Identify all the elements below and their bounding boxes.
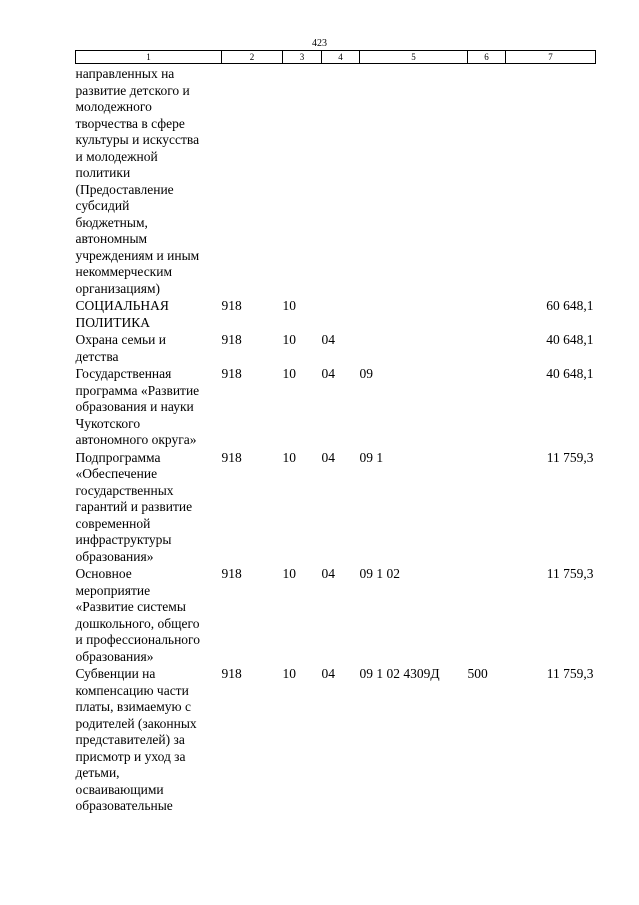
table-row <box>76 366 596 450</box>
row-amount: 11 759,3 <box>546 566 594 581</box>
row-amount: 40 648,1 <box>546 332 594 347</box>
row-ministry-code: 918 <box>221 332 242 347</box>
row-expense-code: 500 <box>467 666 488 681</box>
row-expense-code <box>468 566 506 666</box>
row-expense-code <box>468 450 506 567</box>
row-subsection-code: 04 <box>321 449 335 465</box>
header-col-2: 2 <box>222 51 283 64</box>
row-expense-code <box>468 366 506 450</box>
page-number: 423 <box>312 38 327 49</box>
row-subsection-code: 04 <box>321 332 335 347</box>
row-name: Субвенции на компенсацию части платы, взимаемую с родителей (законных представителей) за присмотр и уход за детьми, осваивающими образовательные <box>75 666 197 813</box>
row-subsection-code <box>322 298 360 332</box>
row-name: Основное мероприятие «Развитие системы дошкольного, общего и профессионального образования» <box>75 566 201 664</box>
table-header <box>76 51 596 64</box>
row-subsection-code <box>322 64 360 299</box>
row-ministry-code: 918 <box>221 666 242 681</box>
row-expense-code <box>468 332 506 366</box>
header-row <box>76 51 596 64</box>
table-row <box>76 64 596 299</box>
row-section-code: 10 <box>282 366 296 381</box>
row-amount: 40 648,1 <box>546 366 594 381</box>
row-name: Подпрограмма «Обеспечение государственных гарантий и развитие современной инфраструктуры образования» <box>75 449 193 564</box>
row-section-code <box>283 64 322 299</box>
table-row <box>76 566 596 666</box>
table-body <box>76 64 596 816</box>
budget-table <box>75 50 596 816</box>
row-target-code <box>360 64 468 299</box>
row-subsection-code: 04 <box>321 566 335 581</box>
row-name: СОЦИАЛЬНАЯ ПОЛИТИКА <box>75 298 169 330</box>
header-col-1: 1 <box>76 51 222 64</box>
header-col-4: 4 <box>322 51 360 64</box>
header-col-7: 7 <box>506 51 596 64</box>
row-amount: 60 648,1 <box>546 298 594 313</box>
row-section-code: 10 <box>282 449 296 465</box>
header-col-5: 5 <box>360 51 468 64</box>
row-target-code <box>360 298 468 332</box>
table-row <box>76 450 596 567</box>
row-ministry-code: 918 <box>221 298 242 313</box>
row-section-code: 10 <box>282 666 296 681</box>
row-target-code: 09 1 02 4309Д <box>359 666 440 681</box>
row-target-code: 09 1 02 <box>359 566 400 581</box>
row-amount: 11 759,3 <box>546 666 594 681</box>
row-target-code: 09 1 <box>359 449 384 465</box>
row-name: Государственная программа «Развитие образования и науки Чукотского автономного округа» <box>75 366 200 447</box>
row-name: Охрана семьи и детства <box>75 332 167 364</box>
row-subsection-code: 04 <box>321 666 335 681</box>
table-row <box>76 298 596 332</box>
row-subsection-code: 04 <box>321 366 335 381</box>
header-col-6: 6 <box>468 51 506 64</box>
row-ministry-code: 918 <box>221 449 242 465</box>
row-amount <box>506 64 596 299</box>
row-amount: 11 759,3 <box>546 449 594 465</box>
row-expense-code <box>468 298 506 332</box>
row-section-code: 10 <box>282 332 296 347</box>
row-section-code: 10 <box>282 298 296 313</box>
table-row <box>76 666 596 816</box>
table-row <box>76 332 596 366</box>
row-target-code <box>360 332 468 366</box>
row-section-code: 10 <box>282 566 296 581</box>
row-ministry-code: 918 <box>221 366 242 381</box>
row-name: направленных на развитие детского и молодежного творчества в сфере культуры и искусства и молодежной политики (Предоставление субсидий бюджетным, автономным учреждениям и иным некоммерческим организациям) <box>75 66 200 296</box>
row-ministry-code: 918 <box>221 566 242 581</box>
row-expense-code <box>468 64 506 299</box>
header-col-3: 3 <box>283 51 322 64</box>
row-ministry-code <box>222 64 283 299</box>
row-target-code: 09 <box>359 366 373 381</box>
